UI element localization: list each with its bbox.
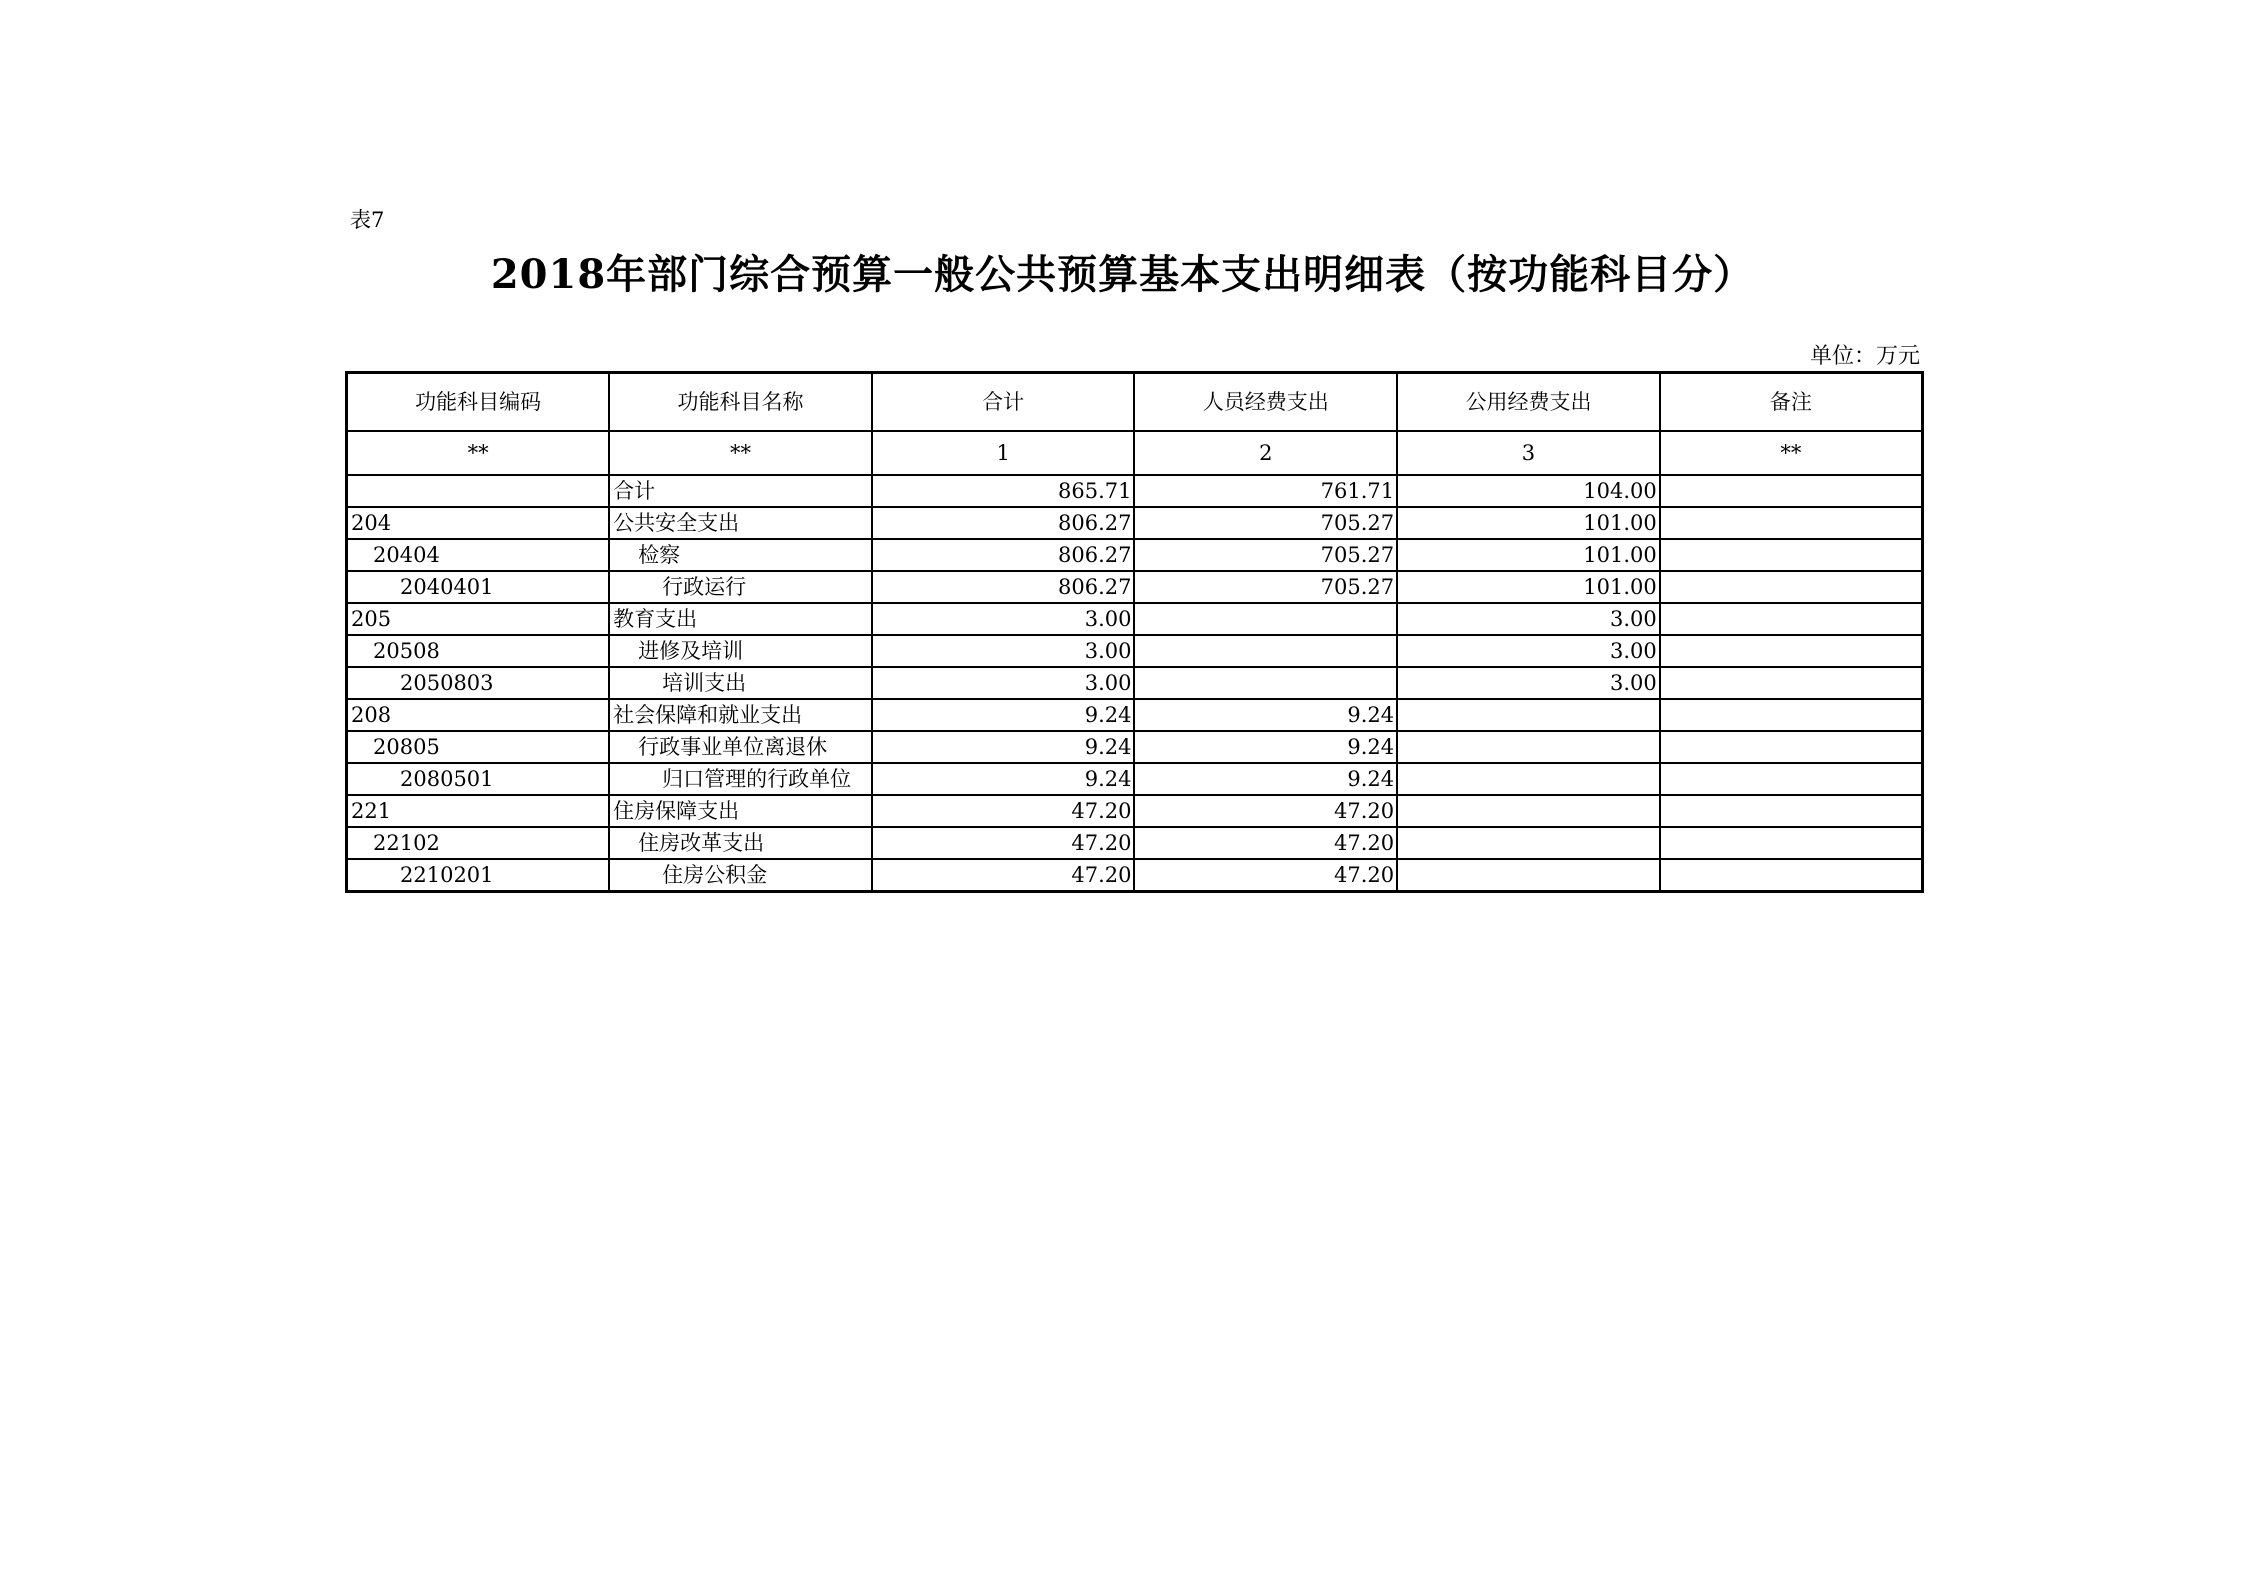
unit-label: 单位：万元 (1809, 344, 1920, 369)
cell-public (1397, 795, 1660, 827)
page-title: 2018年部门综合预算一般公共预算基本支出明细表（按功能科目分） (490, 251, 1755, 298)
cell-public (1397, 859, 1660, 892)
table-number-label: 表7 (350, 208, 385, 232)
cell-total: 3.00 (872, 603, 1135, 635)
index-total: 1 (872, 431, 1135, 475)
cell-public: 3.00 (1397, 667, 1660, 699)
cell-total: 47.20 (872, 827, 1135, 859)
table-row (347, 667, 1923, 699)
cell-personnel: 47.20 (1134, 827, 1397, 859)
header-note: 备注 (1660, 373, 1923, 432)
cell-personnel (1134, 603, 1397, 635)
index-code: ** (347, 431, 610, 475)
cell-note (1660, 827, 1923, 859)
cell-total: 3.00 (872, 635, 1135, 667)
cell-personnel: 47.20 (1134, 795, 1397, 827)
cell-name: 行政事业单位离退休 (609, 731, 872, 763)
cell-public: 3.00 (1397, 603, 1660, 635)
index-row (347, 431, 1923, 475)
cell-total: 806.27 (872, 539, 1135, 571)
cell-personnel: 9.24 (1134, 763, 1397, 795)
cell-note (1660, 763, 1923, 795)
cell-name: 进修及培训 (609, 635, 872, 667)
cell-note (1660, 603, 1923, 635)
cell-note (1660, 635, 1923, 667)
cell-name: 归口管理的行政单位 (609, 763, 872, 795)
table-row (347, 571, 1923, 603)
cell-total: 806.27 (872, 571, 1135, 603)
cell-public: 101.00 (1397, 507, 1660, 539)
cell-code: 208 (347, 699, 610, 731)
cell-note (1660, 539, 1923, 571)
cell-public (1397, 699, 1660, 731)
header-personnel: 人员经费支出 (1134, 373, 1397, 432)
cell-personnel: 705.27 (1134, 571, 1397, 603)
table-row (347, 731, 1923, 763)
cell-personnel (1134, 667, 1397, 699)
cell-name: 行政运行 (609, 571, 872, 603)
table-row (347, 795, 1923, 827)
cell-total: 47.20 (872, 859, 1135, 892)
cell-public: 101.00 (1397, 571, 1660, 603)
cell-code: 204 (347, 507, 610, 539)
cell-personnel: 47.20 (1134, 859, 1397, 892)
cell-code: 2050803 (347, 667, 610, 699)
table-row (347, 539, 1923, 571)
cell-name: 教育支出 (609, 603, 872, 635)
cell-personnel: 9.24 (1134, 699, 1397, 731)
cell-personnel (1134, 635, 1397, 667)
cell-public (1397, 827, 1660, 859)
table-row (347, 603, 1923, 635)
cell-total: 9.24 (872, 699, 1135, 731)
budget-table (345, 371, 1924, 893)
table-row (347, 827, 1923, 859)
table-body (347, 475, 1923, 892)
cell-personnel: 761.71 (1134, 475, 1397, 507)
cell-total: 806.27 (872, 507, 1135, 539)
cell-public (1397, 731, 1660, 763)
cell-code: 2210201 (347, 859, 610, 892)
header-public: 公用经费支出 (1397, 373, 1660, 432)
cell-note (1660, 731, 1923, 763)
cell-code: 221 (347, 795, 610, 827)
cell-name: 培训支出 (609, 667, 872, 699)
header-code: 功能科目编码 (347, 373, 610, 432)
cell-personnel: 9.24 (1134, 731, 1397, 763)
table-row (347, 859, 1923, 892)
cell-note (1660, 859, 1923, 892)
cell-name: 检察 (609, 539, 872, 571)
cell-public: 3.00 (1397, 635, 1660, 667)
table-row (347, 475, 1923, 507)
cell-note (1660, 795, 1923, 827)
cell-public: 104.00 (1397, 475, 1660, 507)
cell-note (1660, 699, 1923, 731)
cell-personnel: 705.27 (1134, 507, 1397, 539)
cell-total: 865.71 (872, 475, 1135, 507)
cell-name: 住房改革支出 (609, 827, 872, 859)
header-total: 合计 (872, 373, 1135, 432)
index-note: ** (1660, 431, 1923, 475)
cell-note (1660, 507, 1923, 539)
cell-note (1660, 667, 1923, 699)
cell-note (1660, 475, 1923, 507)
cell-code: 20404 (347, 539, 610, 571)
cell-note (1660, 571, 1923, 603)
cell-total: 9.24 (872, 763, 1135, 795)
table-row (347, 763, 1923, 795)
cell-code: 22102 (347, 827, 610, 859)
index-personnel: 2 (1134, 431, 1397, 475)
cell-personnel: 705.27 (1134, 539, 1397, 571)
table-row (347, 507, 1923, 539)
cell-total: 9.24 (872, 731, 1135, 763)
cell-code: 205 (347, 603, 610, 635)
cell-code: 20508 (347, 635, 610, 667)
cell-code (347, 475, 610, 507)
cell-total: 47.20 (872, 795, 1135, 827)
cell-name: 住房保障支出 (609, 795, 872, 827)
index-public: 3 (1397, 431, 1660, 475)
cell-code: 20805 (347, 731, 610, 763)
header-name: 功能科目名称 (609, 373, 872, 432)
cell-public (1397, 763, 1660, 795)
table-row (347, 635, 1923, 667)
header-row (347, 373, 1923, 432)
index-name: ** (609, 431, 872, 475)
cell-name: 社会保障和就业支出 (609, 699, 872, 731)
cell-name: 住房公积金 (609, 859, 872, 892)
cell-total: 3.00 (872, 667, 1135, 699)
table-row (347, 699, 1923, 731)
cell-name: 合计 (609, 475, 872, 507)
cell-name: 公共安全支出 (609, 507, 872, 539)
cell-public: 101.00 (1397, 539, 1660, 571)
cell-code: 2040401 (347, 571, 610, 603)
cell-code: 2080501 (347, 763, 610, 795)
